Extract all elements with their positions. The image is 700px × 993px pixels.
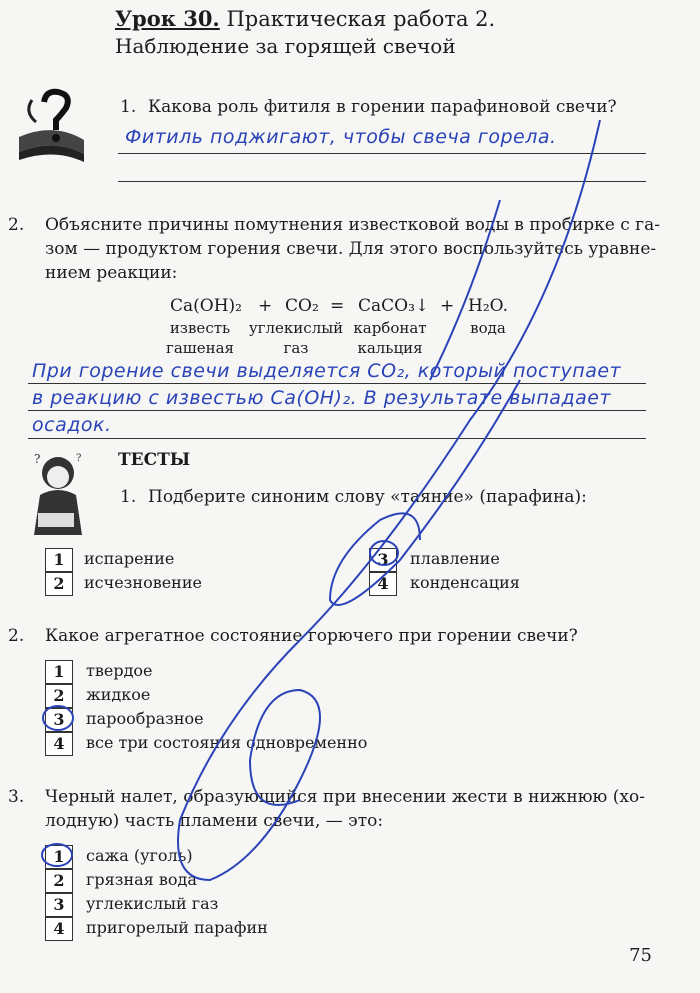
q2-number: 2. (8, 215, 25, 235)
t2-number: 2. (8, 626, 25, 646)
question-book-icon (19, 92, 84, 162)
t3-option-4-label: пригорелый парафин (86, 918, 268, 937)
handwritten-answer-2c: осадок. (32, 414, 112, 436)
eq-product1: CaCO₃↓ (358, 296, 430, 316)
t2-option-2-box[interactable]: 2 (45, 684, 73, 708)
t3-option-3-label: углекислый газ (86, 894, 219, 913)
eq-label-4: вода (470, 319, 506, 337)
eq-label-3b: кальция (357, 339, 423, 357)
t1-option-4-label: конденсация (410, 573, 520, 592)
lesson-label: Урок 30. (115, 6, 220, 31)
page-number: 75 (629, 945, 652, 966)
eq-plus1: + (258, 296, 273, 316)
eq-label-3 (350, 318, 430, 358)
answer-line (28, 410, 646, 411)
t2-option-1-box[interactable]: 1 (45, 660, 73, 684)
t3-text-line2: лодную) часть пламени свечи, — это: (45, 811, 384, 831)
t3-number: 3. (8, 787, 25, 807)
handwritten-answer-2b: в реакцию с известью Ca(OH)₂. В результате выпадает (32, 387, 611, 409)
t2-option-3-box[interactable]: 3 (45, 708, 73, 732)
page-subtitle: Наблюдение за горящей свечой (115, 34, 456, 58)
svg-text:?: ? (34, 452, 41, 466)
t3-option-1-label: сажа (уголь) (86, 846, 193, 865)
answer-line (28, 383, 646, 384)
eq-label-1b: гашеная (165, 339, 235, 357)
q1-number: 1. (120, 97, 137, 117)
t1-option-2-box[interactable]: 2 (45, 572, 73, 596)
t3-option-3-box[interactable]: 3 (45, 893, 73, 917)
t3-option-2-label: грязная вода (86, 870, 197, 889)
t3-option-2-box[interactable]: 2 (45, 869, 73, 893)
t1-option-3-box[interactable]: 3 (369, 548, 397, 572)
t3-option-4-box[interactable]: 4 (45, 917, 73, 941)
thinking-student-icon (34, 452, 82, 535)
t2-option-2-label: жидкое (86, 685, 151, 704)
t2-option-3-label: парообразное (86, 709, 204, 728)
t2-text: Какое агрегатное состояние горючего при горении свечи? (45, 626, 578, 646)
lesson-title: Практическая работа 2. (226, 7, 496, 31)
t2-option-4-label: все три состояния одновременно (86, 733, 368, 752)
eq-reactant2: CO₂ (285, 296, 319, 316)
t2-option-1-label: твердое (86, 661, 153, 680)
q2-text-line3: нием реакции: (45, 263, 178, 283)
q2-text-line2: зом — продуктом горения свечи. Для этого воспользуйтесь уравне- (45, 239, 657, 259)
eq-reactant1: Ca(OH)₂ (170, 296, 242, 316)
q1-text: Какова роль фитиля в горении парафиновой свечи? (148, 97, 617, 117)
eq-label-1 (160, 318, 240, 358)
t1-option-1-label: испарение (84, 549, 175, 568)
t3-text-line1: Черный налет, образующийся при внесении жести в нижнюю (хо- (45, 787, 645, 807)
eq-label-2 (248, 318, 344, 358)
t1-option-3-label: плавление (410, 549, 500, 568)
eq-product2: H₂O. (468, 296, 508, 316)
t1-number: 1. (120, 487, 137, 507)
t3-option-1-box[interactable]: 1 (45, 845, 73, 869)
answer-line (28, 438, 646, 439)
answer-line (118, 153, 646, 154)
t1-option-4-box[interactable]: 4 (369, 572, 397, 596)
q2-text-line1: Объясните причины помутнения известковой воды в пробирке с га- (45, 215, 660, 235)
eq-label-2b: газ (283, 339, 309, 357)
t1-option-1-box[interactable]: 1 (45, 548, 73, 572)
eq-label-3a: карбонат (353, 319, 427, 337)
t1-text: Подберите синоним слову «таяние» (парафина): (148, 487, 587, 507)
t2-option-4-box[interactable]: 4 (45, 732, 73, 756)
eq-label-2a: углекислый (248, 319, 344, 337)
eq-label-1a: известь (169, 319, 231, 337)
handwritten-answer-2a: При горение свечи выделяется CO₂, который поступает (32, 360, 622, 382)
svg-text:?: ? (76, 453, 82, 464)
tests-heading: ТЕСТЫ (118, 450, 191, 470)
handwritten-answer-1: Фитиль поджигают, чтобы свеча горела. (125, 126, 557, 148)
answer-line (118, 181, 646, 182)
t1-option-2-label: исчезновение (84, 573, 202, 592)
eq-plus2: + (440, 296, 455, 316)
eq-equals: = (330, 296, 345, 316)
